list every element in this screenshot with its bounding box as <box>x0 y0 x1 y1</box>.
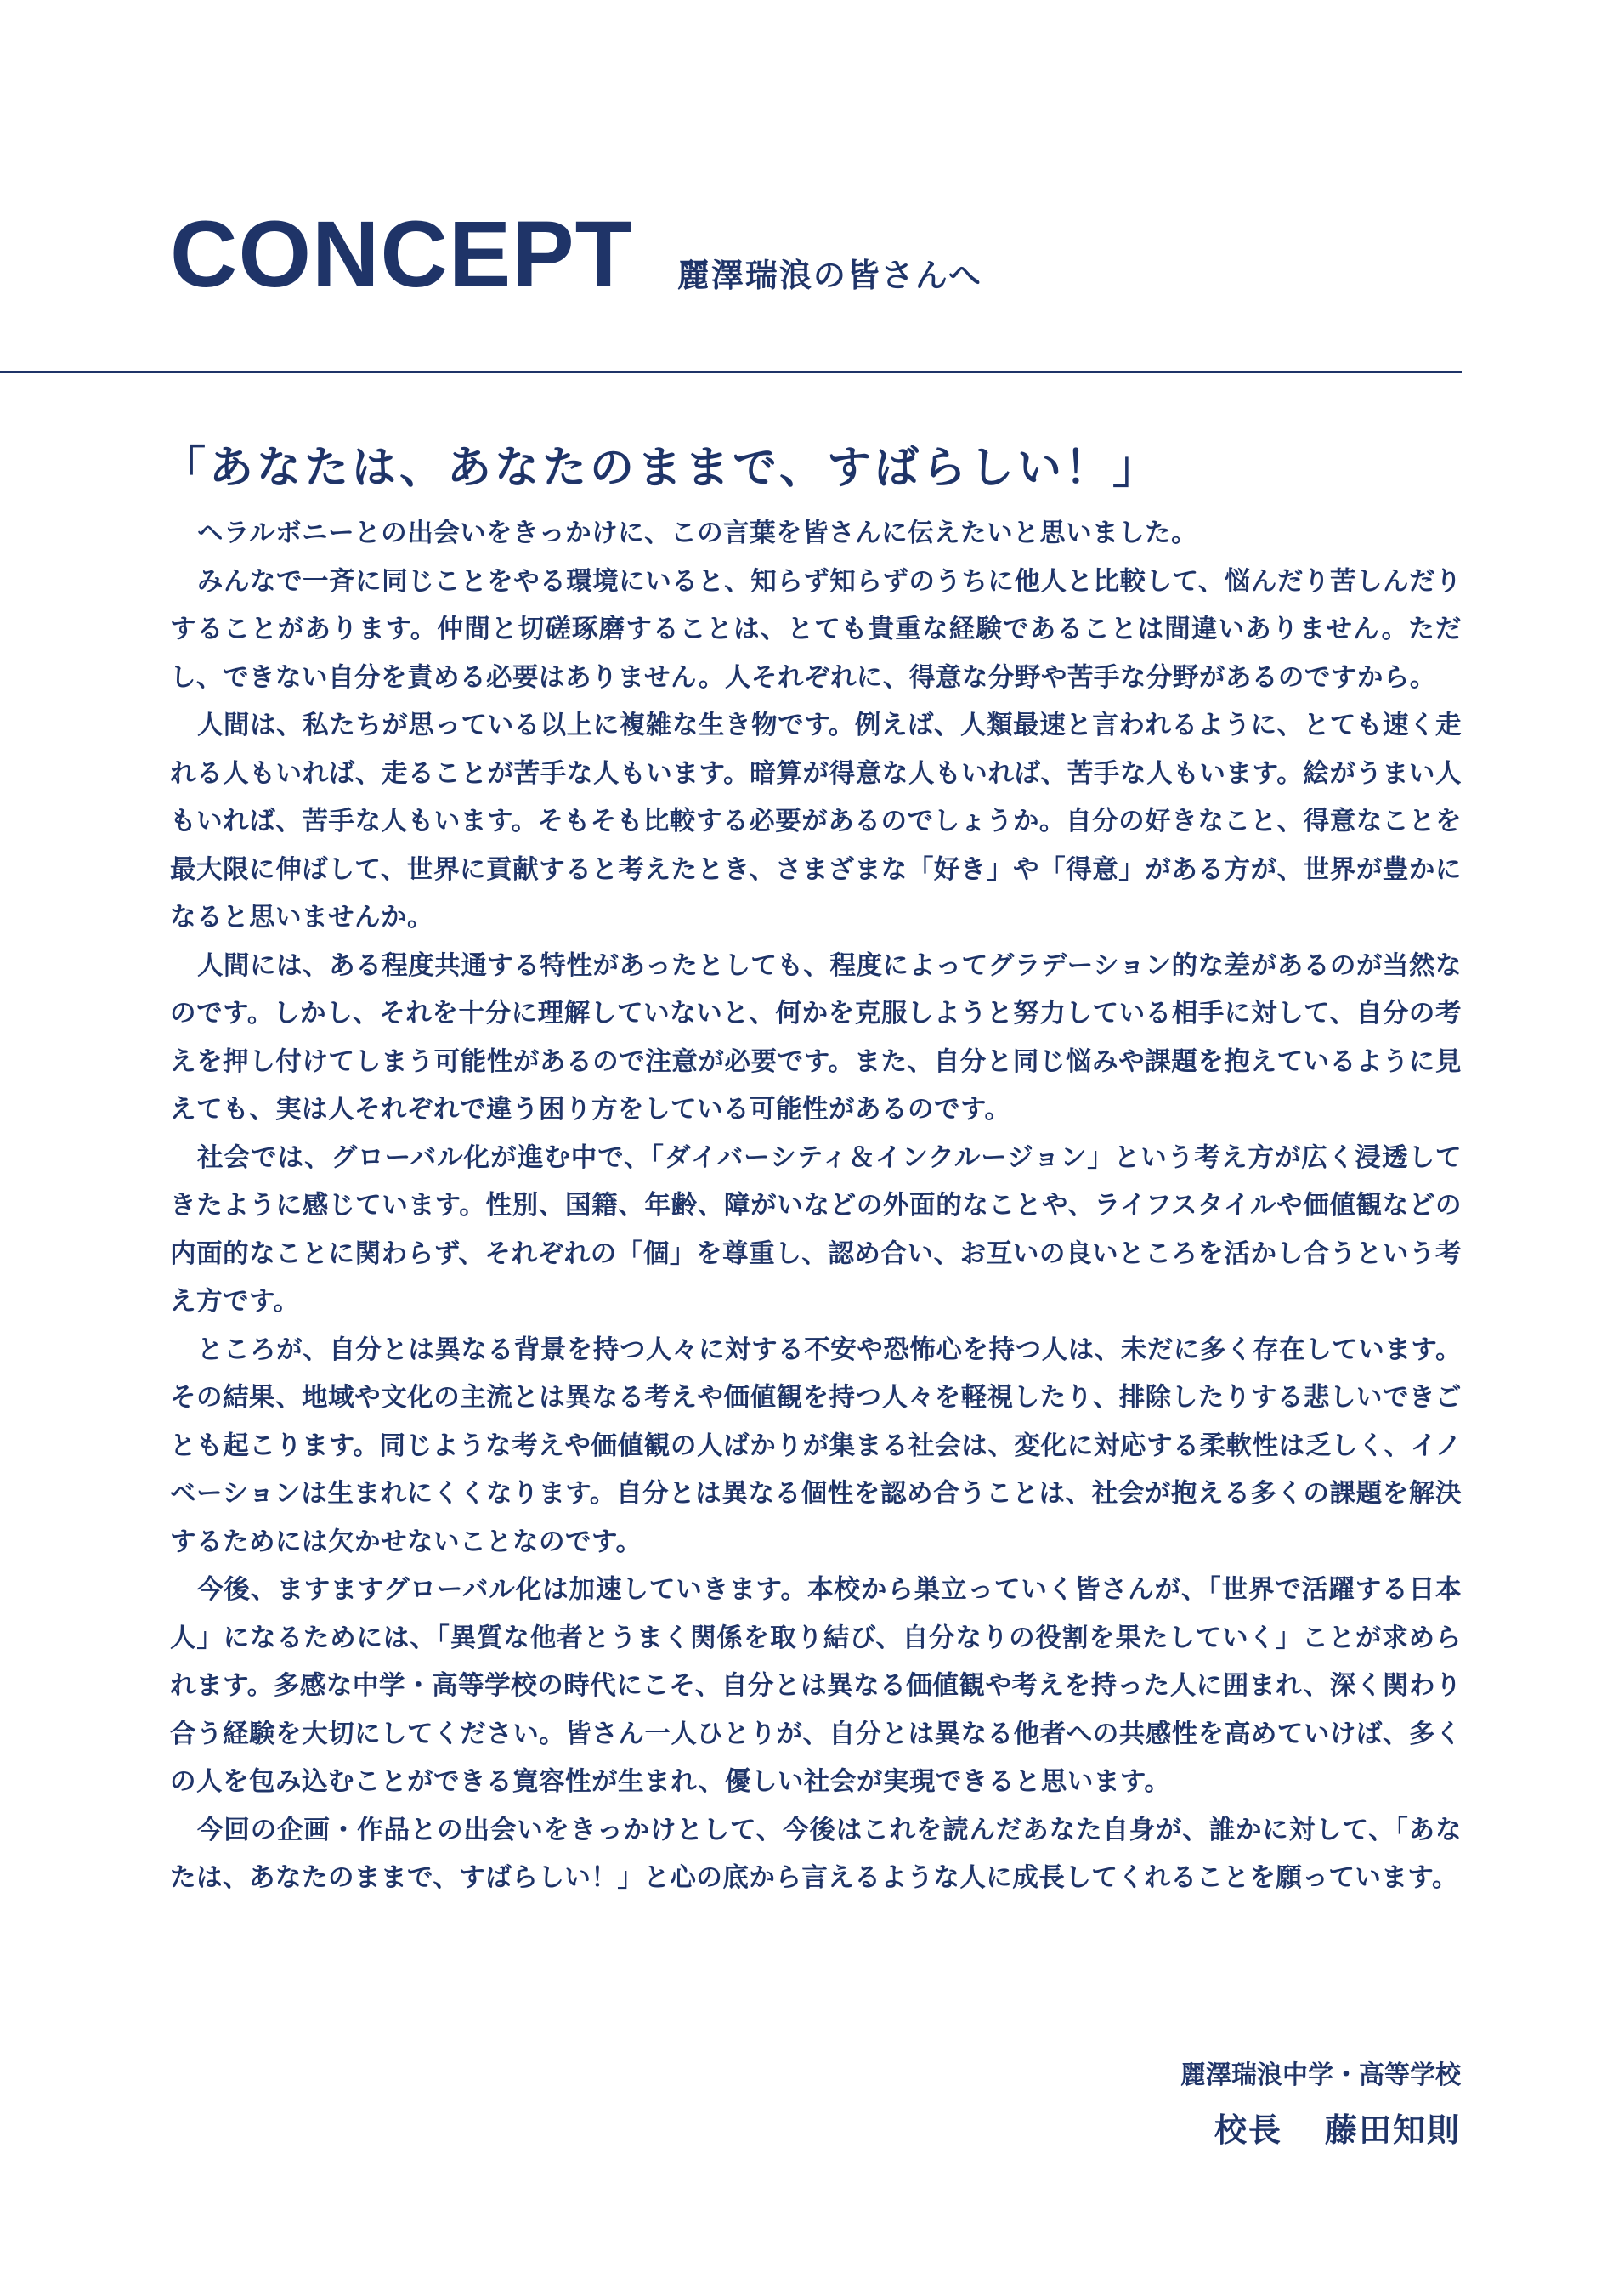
headline-quote: 「あなたは、あなたのままで、すばらしい！」 <box>161 443 1160 494</box>
paragraph: ヘラルボニーとの出会いをきっかけに、この言葉を皆さんに伝えたいと思いました。 <box>197 518 1198 548</box>
paragraph: 今後、ますますグローバル化は加速していきます。本校から巣立っていく皆さんが、「世界で活躍する日本人」になるためには、「異質な他者とうまく関係を取り結び、自分なりの役割を果たしていく」ことが求められます。多感な中学・高等学校の時代にこそ、自分とは異なる価値観や考えを持った人に囲まれ、深く関わり合う経験を大切にしてください。皆さん一人ひとりが、自分とは異なる他者への共感性を高めていけば、多くの人を包み込むことができる寛容性が生まれ、優しい社会が実現できると思います。 <box>170 1575 1462 1797</box>
signature-block <box>1180 2055 1461 2154</box>
paragraph: 今回の企画・作品との出会いをきっかけとして、今後はこれを読んだあなた自身が、誰かに対して、「あなたは、あなたのままで、すばらしい！」と心の底から言えるような人に成長してくれることを願っています。 <box>170 1815 1462 1893</box>
paragraph: 社会では、グローバル化が進む中で、「ダイバーシティ＆インクルージョン」という考え方が広く浸透してきたように感じています。性別、国籍、年齢、障がいなどの外面的なことや、ライフスタイルや価値観などの内面的なことに関わらず、それぞれの「個」を尊重し、認め合い、お互いの良いところを活かし合うという考え方です。 <box>170 1142 1462 1317</box>
paragraph: ところが、自分とは異なる背景を持つ人々に対する不安や恐怖心を持つ人は、未だに多く存在しています。その結果、地域や文化の主流とは異なる考えや価値観を持つ人々を軽視したり、排除したりする悲しいできごとも起こります。同じような考えや価値観の人ばかりが集まる社会は、変化に対応する柔軟性は乏しく、イノベーションは生まれにくくなります。自分とは異なる個性を認め合うことは、社会が抱える多くの課題を解決するためには欠かせないことなのです。 <box>170 1334 1462 1557</box>
page-subtitle: 麗澤瑞浪の皆さんへ <box>676 257 983 294</box>
page-title: CONCEPT <box>170 202 633 307</box>
header-divider <box>0 371 1462 373</box>
paragraph: 人間には、ある程度共通する特性があったとしても、程度によってグラデーション的な差があるのが当然なのです。しかし、それを十分に理解していないと、何かを克服しようと努力している相手に対して、自分の考えを押し付けてしまう可能性があるので注意が必要です。また、自分と同じ悩みや課題を抱えているように見えても、実は人それぞれで違う困り方をしている可能性があるのです。 <box>170 950 1462 1125</box>
paragraph: みんなで一斉に同じことをやる環境にいると、知らず知らずのうちに他人と比較して、悩んだり苦しんだりすることがあります。仲間と切磋琢磨することは、とても貴重な経験であることは間違いありません。ただし、できない自分を責める必要はありません。人それぞれに、得意な分野や苦手な分野があるのですから。 <box>170 566 1462 693</box>
principal-name: 藤田知則 <box>1324 2111 1461 2149</box>
school-name: 麗澤瑞浪中学・高等学校 <box>1180 2060 1461 2090</box>
paragraph: 人間は、私たちが思っている以上に複雑な生き物です。例えば、人類最速と言われるように、とても速く走れる人もいれば、走ることが苦手な人もいます。暗算が得意な人もいれば、苦手な人もいます。絵がうまい人もいれば、苦手な人もいます。そもそも比較する必要があるのでしょうか。自分の好きなこと、得意なことを最大限に伸ばして、世界に貢献すると考えたとき、さまざまな「好き」や「得意」がある方が、世界が豊かになると思いませんか。 <box>170 711 1462 932</box>
page-header <box>170 202 983 307</box>
principal-line <box>1180 2106 1461 2154</box>
principal-title: 校長 <box>1214 2111 1282 2149</box>
body-text <box>170 510 1462 1903</box>
